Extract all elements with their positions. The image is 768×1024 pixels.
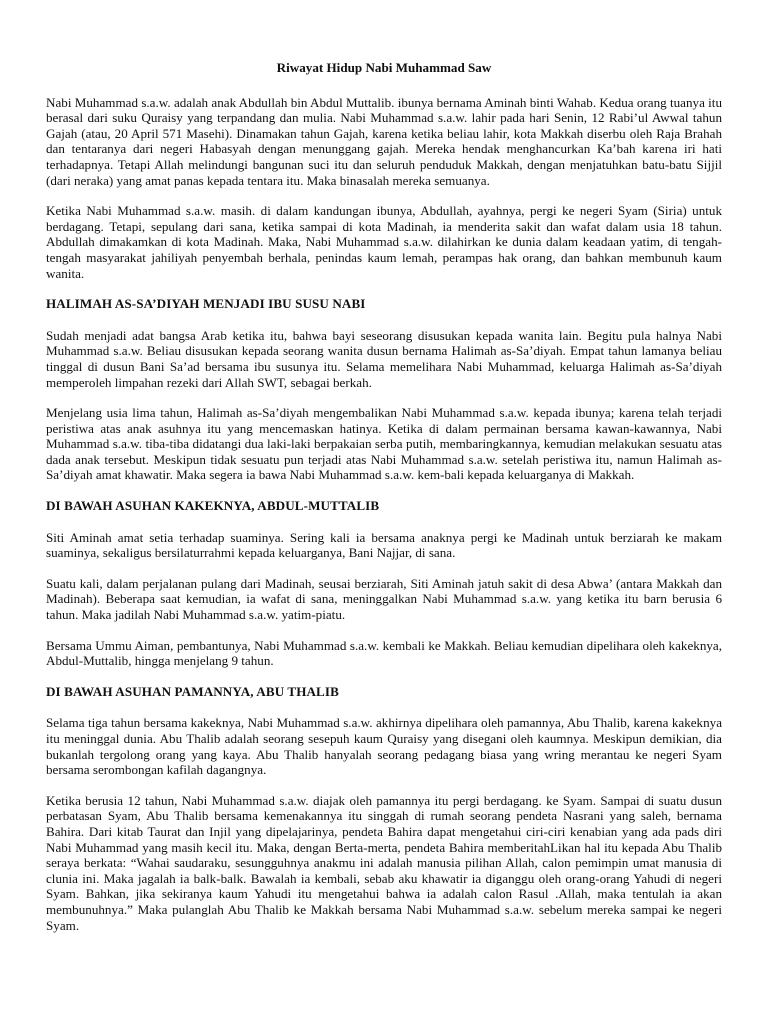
section-abu-thalib bbox=[46, 684, 722, 933]
section-halimah bbox=[46, 296, 722, 483]
section-abdul-muttalib bbox=[46, 498, 722, 669]
intro-paragraph: Ketika Nabi Muhammad s.a.w. masih. di dalam kandungan ibunya, Abdullah, ayahnya, pergi ke negeri Syam (Siria) untuk berdagang. Tetapi, sepulang dari sana, ketika sampai di kota Madinah, ia menderita sakit dan wafat dalam usia 18 tahun. Abdullah dimakamkan di kota Madinah. Maka, Nabi Muhammad s.a.w. dilahirkan ke dunia dalam keadaan yatim, di tengah-tengah masyarakat jahiliyah penyembah berhala, penindas kaum lemah, perampas hak orang, dan bahkan membunuh kaum wanita. bbox=[46, 203, 722, 281]
section-heading: HALIMAH AS-SA’DIYAH MENJADI IBU SUSU NABI bbox=[46, 296, 366, 312]
section-paragraph: Suatu kali, dalam perjalanan pulang dari Madinah, seusai berziarah, Siti Aminah jatuh sakit di desa Abwa’ (antara Makkah dan Madinah). Beberapa saat kemudian, ia wafat di sana, meninggalkan Nabi Muhammad s.a.w. yang ketika itu barn berusia 6 tahun. Maka jadilah Nabi Muhammad s.a.w. yatim-piatu. bbox=[46, 575, 722, 623]
intro-paragraph: Nabi Muhammad s.a.w. adalah anak Abdullah bin Abdul Muttalib. ibunya bernama Aminah binti Wahab. Kedua orang tuanya itu berasal dari suku Quraisy yang terpandang dan mulia. Nabi Muhammad s.a.w. lahir pada hari Senin, 12 Rabi’ul Awwal tahun Gajah (atau, 20 April 571 Masehi). Dinamakan tahun Gajah, karena ketika beliau lahir, kota Makkah diserbu oleh Raja Brahah dan tentaranya dari negeri Habasyah dengan menunggang gajah. Mereka hendak menghancurkan Ka’bah karena iri hati terhadapnya. Tetapi Allah melindungi bangunan suci itu dan seluruh penduduk Makkah, dengan menjatuhkan batu-batu Sijjil (dari neraka) yang amat panas kepada tentara itu. Maka binasalah mereka semuanya. bbox=[46, 94, 722, 188]
section-paragraph: Siti Aminah amat setia terhadap suaminya. Sering kali ia bersama anaknya pergi ke Madinah untuk berziarah ke makam suaminya, sekaligus bersilaturrahmi kepada keluarganya, Bani Najjar, di sana. bbox=[46, 529, 722, 561]
section-paragraph: Sudah menjadi adat bangsa Arab ketika itu, bahwa bayi seseorang disusukan kepada wanita lain. Begitu pula halnya Nabi Muhammad s.a.w. Beliau disusukan kepada seorang wanita dusun bernama Halimah as-Sa’diyah. Empat tahun lamanya beliau tinggal di dusun Bani Sa’ad bersama ibu susunya itu. Selama memelihara Nabi Muhammad, keluarga Halimah as-Sa’diyah memperoleh limpahan rezeki dari Allah SWT, sebagai berkah. bbox=[46, 327, 722, 390]
section-paragraph: Selama tiga tahun bersama kakeknya, Nabi Muhammad s.a.w. akhirnya dipelihara oleh pamannya, Abu Thalib, karena kakeknya itu meninggal dunia. Abu Thalib adalah seorang sesepuh kaum Quraisy yang disegani oleh kaumnya. Meskipun demikian, dia bukanlah tergolong orang yang kaya. Abu Thalib hanyalah seorang pedagang biasa yang wring merantau ke negeri Syam bersama serombongan kafilah dagangnya. bbox=[46, 715, 722, 778]
section-paragraph: Ketika berusia 12 tahun, Nabi Muhammad s.a.w. diajak oleh pamannya itu pergi berdagang. ke Syam. Sampai di suatu dusun perbatasan Syam, Abu Thalib bersama kemenakannya itu singgah di rumah seorang pendeta Nasrani yang saleh, bernama Bahira. Dari kitab Taurat dan Injil yang dipelajarinya, pendeta Bahira dapat mengetahui ciri-ciri kenabian yang ada pads diri Nabi Muhammad yang masih kecil itu. Maka, dengan Berta-merta, pendeta Bahira memberitahLikan hal itu kepada Abu Thalib seraya berkata: “Wahai saudaraku, sesungguhnya anakmu ini adalah manusia pilihan Allah, calon pemimpin umat manusia di clunia ini. Maka jagalah ia balk-balk. Bawalah ia kembali, sebab aku khawatir ia diganggu oleh orang-orang Yahudi di negeri Syam. Bahkan, jika sekiranya kaum Yahudi itu mengetahui bahwa ia adalah calon Rasul .Allah, maka tentulah ia akan membunuhnya.” Maka pulanglah Abu Thalib ke Makkah bersama Nabi Muhammad s.a.w. sebelum mereka sampai ke negeri Syam. bbox=[46, 792, 722, 933]
section-paragraph: Menjelang usia lima tahun, Halimah as-Sa’diyah mengembalikan Nabi Muhammad s.a.w. kepada ibunya; karena telah terjadi peristiwa atas anak asuhnya itu yang mencemaskan hatinya. Ketika di dalam permainan bersama kawan-kawannya, Nabi Muhammad s.a.w. tiba-tiba didatangi dua laki-laki berpakaian serba putih, membaringkannya, kemudian melakukan sesuatu atas dada anak tersebut. Meskipun tidak sesuatu pun terjadi atas Nabi Muhammad s.a.w. setelah peristiwa itu, namun Halimah as-Sa’diyah amat khawatir. Maka segera ia bawa Nabi Muhammad s.a.w. kem-bali kepada keluarganya di Makkah. bbox=[46, 405, 722, 483]
section-paragraph: Bersama Ummu Aiman, pembantunya, Nabi Muhammad s.a.w. kembali ke Makkah. Beliau kemudian dipelihara oleh kakeknya, Abdul-Muttalib, hingga menjelang 9 tahun. bbox=[46, 637, 722, 669]
document-title: Riwayat Hidup Nabi Muhammad Saw bbox=[276, 60, 492, 75]
section-heading: DI BAWAH ASUHAN KAKEKNYA, ABDUL-MUTTALIB bbox=[46, 498, 380, 514]
section-heading: DI BAWAH ASUHAN PAMANNYA, ABU THALIB bbox=[46, 683, 339, 699]
